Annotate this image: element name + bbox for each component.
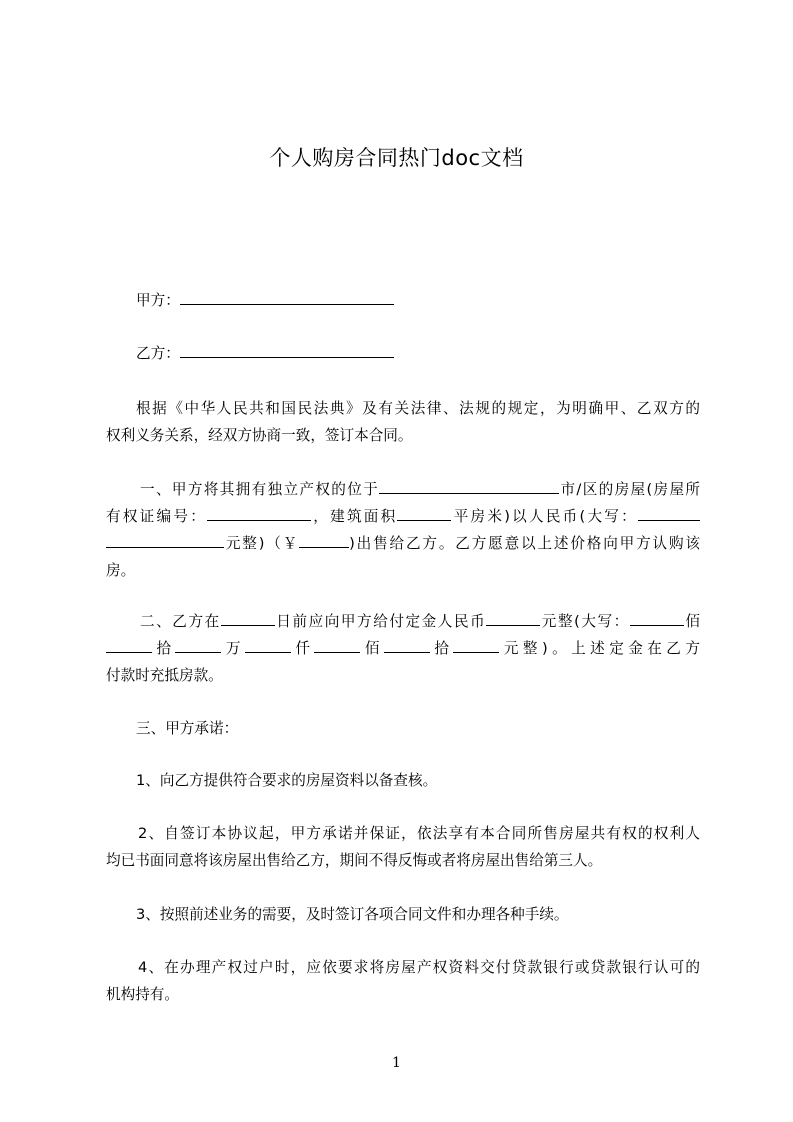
- clause-3-heading: 三、甲方承诺：: [136, 720, 239, 737]
- preamble-line-1: 根据《中华人民共和国民法典》及有关法律、法规的规定，为明确甲、乙双方的: [136, 400, 700, 417]
- clause-1-line-3: 元整)（￥ )出售给乙方。乙方愿意以上述价格向甲方认购该: [106, 530, 700, 557]
- party-a-line: [106, 287, 700, 314]
- deposit-amount-blank: [486, 610, 540, 626]
- deposit-million-blank: [175, 637, 221, 653]
- party-b-label: 乙方：: [136, 345, 180, 362]
- price-uppercase-blank-1: [638, 505, 700, 521]
- document-title: 个人购房合同热门doc文档: [269, 146, 524, 170]
- price-uppercase-blank-2: [106, 532, 224, 548]
- deposit-hundred-million-blank: [630, 610, 684, 626]
- party-a-blank: [180, 289, 394, 305]
- clause-2-line-1: 二、乙方在 日前应向甲方给付定金人民币 元整(大写： 佰: [106, 608, 700, 635]
- clause-1-paragraph: [106, 476, 700, 584]
- clause-2-line-2: 拾 万 仟 佰 拾 元整)。上述定金在乙方: [106, 635, 700, 662]
- deposit-ten-blank: [384, 637, 430, 653]
- building-area-blank: [397, 505, 451, 521]
- party-b-line: [106, 340, 700, 367]
- clause-3-item-1: 1、向乙方提供符合要求的房屋资料以备查核。: [136, 772, 438, 789]
- clause-1-line-4: 房。: [106, 562, 136, 579]
- clause-3-item-4: 4、在办理产权过户时，应依要求将房屋产权资料交付贷款银行或贷款银行认可的 机构持有。: [106, 959, 700, 1003]
- clause-3-item-2: 2、自签订本协议起，甲方承诺并保证，依法享有本合同所售房屋共有权的权利人 均已书面同意将该房屋出售给乙方，期间不得反悔或者将房屋出售给第三人。: [106, 825, 700, 869]
- clause-3-item-3: 3、按照前述业务的需要，及时签订各项合同文件和办理各种手续。: [136, 906, 569, 923]
- clause-2-paragraph: [106, 608, 700, 689]
- party-b-blank: [180, 342, 394, 358]
- property-location-blank: [379, 478, 559, 494]
- clause-1-line-1: 一、甲方将其拥有独立产权的位于 市/区的房屋(房屋所: [106, 476, 700, 503]
- deposit-hundred-blank: [314, 637, 360, 653]
- price-number-blank: [299, 532, 349, 548]
- clause-1-line-2: 有权证编号： ，建筑面积 平房米)以人民币(大写：: [106, 503, 700, 530]
- party-a-label: 甲方：: [136, 292, 180, 309]
- preamble-line-2: 权利义务关系，经双方协商一致，签订本合同。: [106, 427, 413, 444]
- deposit-unit-blank: [453, 637, 499, 653]
- preamble-paragraph: [106, 395, 700, 449]
- clause-2-line-3: 付款时充抵房款。: [106, 667, 223, 684]
- deposit-date-blank: [221, 610, 275, 626]
- certificate-number-blank: [207, 505, 311, 521]
- page-number: 1: [392, 1055, 401, 1071]
- deposit-thousand-blank: [245, 637, 291, 653]
- deposit-ten-million-blank: [106, 637, 152, 653]
